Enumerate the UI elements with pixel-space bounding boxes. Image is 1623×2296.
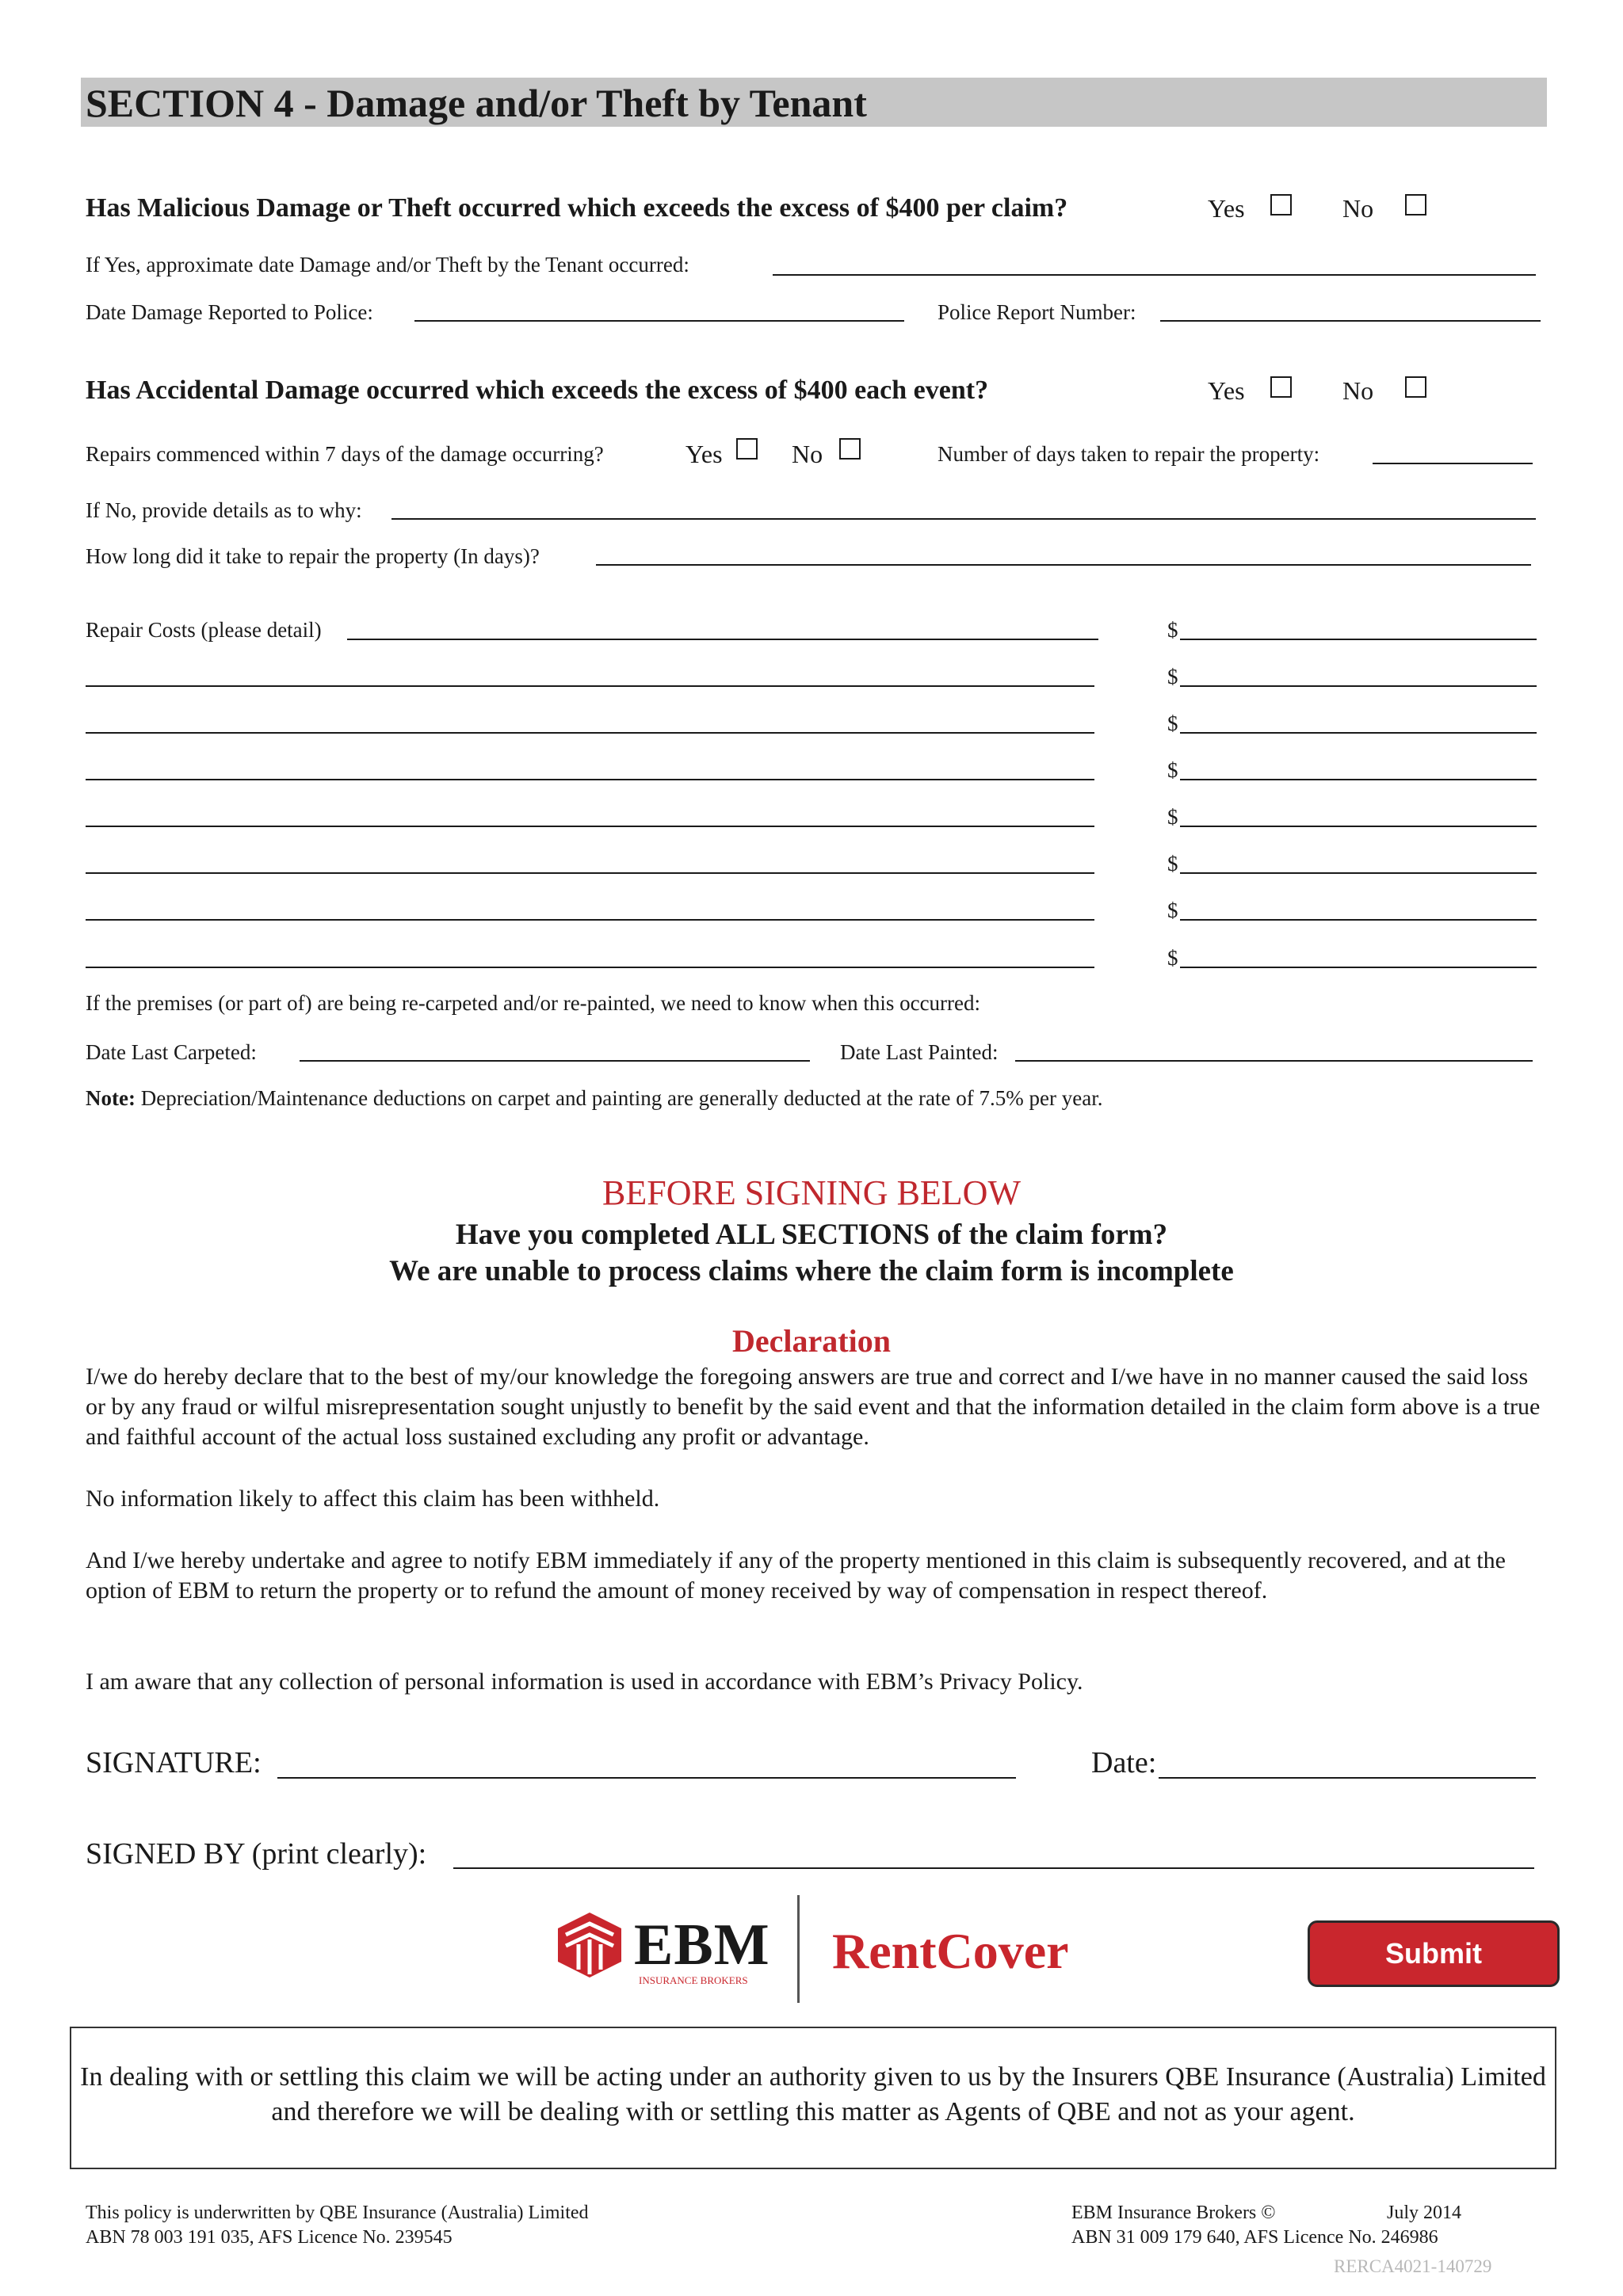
before-signing-heading: BEFORE SIGNING BELOW: [602, 1173, 1021, 1212]
before-signing-line2: We are unable to process claims where the claim form is incomplete: [389, 1255, 1234, 1287]
repair-detail-field[interactable]: [86, 779, 1094, 780]
how-long-field[interactable]: [596, 564, 1531, 566]
police-number-field[interactable]: [1160, 320, 1541, 322]
repairs-no-checkbox[interactable]: [839, 438, 861, 460]
carpet-intro: If the premises (or part of) are being re-carpeted and/or re-painted, we need to know when this occurred:: [86, 991, 981, 1015]
ebm-logo-icon: [555, 1911, 624, 1979]
cost-amount-field[interactable]: [1180, 826, 1537, 827]
declaration-para2: No information likely to affect this claim has been withheld.: [86, 1486, 660, 1512]
why-field[interactable]: [391, 518, 1536, 520]
repairs-commenced-label: Repairs commenced within 7 days of the damage occurring?: [86, 442, 604, 466]
footer-qbe-abn: ABN 78 003 191 035, AFS Licence No. 239545: [86, 2227, 453, 2248]
repairs-yes-label: Yes: [685, 440, 723, 468]
malicious-question: Has Malicious Damage or Theft occurred which exceeds the excess of $400 per claim?: [86, 193, 1068, 223]
why-label: If No, provide details as to why:: [86, 498, 362, 522]
accidental-yes-label: Yes: [1208, 376, 1245, 405]
carpeted-label: Date Last Carpeted:: [86, 1040, 257, 1064]
depreciation-note: [86, 1085, 1102, 1111]
police-date-field[interactable]: [414, 320, 904, 322]
cost-amount-field[interactable]: [1180, 872, 1537, 874]
repairs-yes-checkbox[interactable]: [736, 438, 758, 460]
before-signing-line1: Have you completed ALL SECTIONS of the claim form?: [455, 1219, 1168, 1251]
cost-currency: $: [1167, 711, 1178, 735]
sign-date-field[interactable]: [1159, 1777, 1536, 1779]
malicious-yes-label: Yes: [1208, 194, 1245, 223]
repair-detail-field[interactable]: [86, 826, 1094, 827]
signature-label: SIGNATURE:: [86, 1746, 262, 1779]
signature-field[interactable]: [277, 1777, 1016, 1779]
cost-currency: $: [1167, 852, 1178, 875]
cost-amount-field[interactable]: [1180, 967, 1537, 968]
footer-ebm-copyright: EBM Insurance Brokers ©: [1071, 2203, 1276, 2223]
how-long-label: How long did it take to repair the property (In days)?: [86, 544, 540, 568]
cost-currency: $: [1167, 898, 1178, 922]
repair-costs-label: Repair Costs (please detail): [86, 618, 322, 642]
signed-by-field[interactable]: [453, 1867, 1534, 1869]
days-taken-field[interactable]: [1373, 463, 1533, 464]
agency-notice-box: [70, 2027, 1556, 2169]
repair-detail-field[interactable]: [347, 639, 1098, 640]
declaration-para1: I/we do hereby declare that to the best of my/our knowledge the foregoing answers are true and correct and I/we have in no manner caused the said loss or by any fraud or wilful misrepresentation sought unjustly to benefit by the said event and that the information detailed in the claim form above is a true and faithful account of the actual loss sustained excluding any profit or advantage.: [86, 1363, 1541, 1450]
cost-currency: $: [1167, 618, 1178, 642]
submit-button[interactable]: Submit: [1308, 1920, 1560, 1987]
repairs-no-label: No: [792, 440, 823, 468]
ebm-logo-subtext: INSURANCE BROKERS: [639, 1974, 748, 1986]
cost-currency: $: [1167, 805, 1178, 829]
cost-amount-field[interactable]: [1180, 779, 1537, 780]
footer-underwriter: This policy is underwritten by QBE Insurance (Australia) Limited: [86, 2203, 589, 2223]
days-taken-label: Number of days taken to repair the property:: [938, 442, 1320, 466]
rentcover-logo-text: RentCover: [832, 1923, 1069, 1979]
declaration-para4: I am aware that any collection of personal information is used in accordance with EBM’s Privacy Policy.: [86, 1669, 1083, 1695]
malicious-date-label: If Yes, approximate date Damage and/or Theft by the Tenant occurred:: [86, 253, 689, 277]
footer-date: July 2014: [1387, 2203, 1462, 2223]
cost-amount-field[interactable]: [1180, 639, 1537, 640]
malicious-no-label: No: [1342, 194, 1374, 223]
section-title: SECTION 4 - Damage and/or Theft by Tenant: [86, 81, 867, 125]
malicious-yes-checkbox[interactable]: [1270, 194, 1292, 215]
accidental-no-checkbox[interactable]: [1405, 376, 1426, 398]
repair-detail-field[interactable]: [86, 732, 1094, 734]
note-label: Note:: [86, 1086, 136, 1110]
signed-by-label: SIGNED BY (print clearly):: [86, 1837, 427, 1871]
repair-detail-field[interactable]: [86, 919, 1094, 921]
accidental-question: Has Accidental Damage occurred which exceeds the excess of $400 each event?: [86, 376, 989, 405]
repair-detail-field[interactable]: [86, 872, 1094, 874]
cost-amount-field[interactable]: [1180, 732, 1537, 734]
malicious-date-field[interactable]: [773, 274, 1536, 276]
brand-divider: [797, 1895, 800, 2003]
malicious-no-checkbox[interactable]: [1405, 194, 1426, 215]
painted-field[interactable]: [1015, 1060, 1533, 1062]
cost-currency: $: [1167, 758, 1178, 782]
declaration-para3: And I/we hereby undertake and agree to notify EBM immediately if any of the property mentioned in this claim is subsequently recovered, and at the option of EBM to return the property or to refund the amount of money received by way of compensation in respect thereof.: [86, 1547, 1506, 1604]
repair-detail-field[interactable]: [86, 685, 1094, 687]
cost-amount-field[interactable]: [1180, 919, 1537, 921]
agency-notice-text: In dealing with or settling this claim we will be acting under an authority given to us by the Insurers QBE Insurance (Australia) Limited and therefore we will be dealing with or settling this matter as Agents of QBE and not as your agent.: [80, 2062, 1546, 2126]
painted-label: Date Last Painted:: [840, 1040, 999, 1064]
cost-currency: $: [1167, 946, 1178, 970]
sign-date-label: Date:: [1091, 1746, 1157, 1779]
cost-currency: $: [1167, 665, 1178, 688]
cost-amount-field[interactable]: [1180, 685, 1537, 687]
ebm-logo-text: EBM: [634, 1913, 770, 1978]
note-text: Depreciation/Maintenance deductions on carpet and painting are generally deducted at the rate of 7.5% per year.: [135, 1086, 1103, 1110]
police-number-label: Police Report Number:: [938, 300, 1136, 324]
accidental-yes-checkbox[interactable]: [1270, 376, 1292, 398]
police-date-label: Date Damage Reported to Police:: [86, 300, 373, 324]
declaration-heading: Declaration: [732, 1323, 891, 1359]
carpeted-field[interactable]: [300, 1060, 810, 1062]
footer-ebm-abn: ABN 31 009 179 640, AFS Licence No. 246986: [1071, 2227, 1438, 2248]
accidental-no-label: No: [1342, 376, 1374, 405]
footer-form-code: RERCA4021-140729: [1334, 2256, 1492, 2276]
repair-detail-field[interactable]: [86, 967, 1094, 968]
